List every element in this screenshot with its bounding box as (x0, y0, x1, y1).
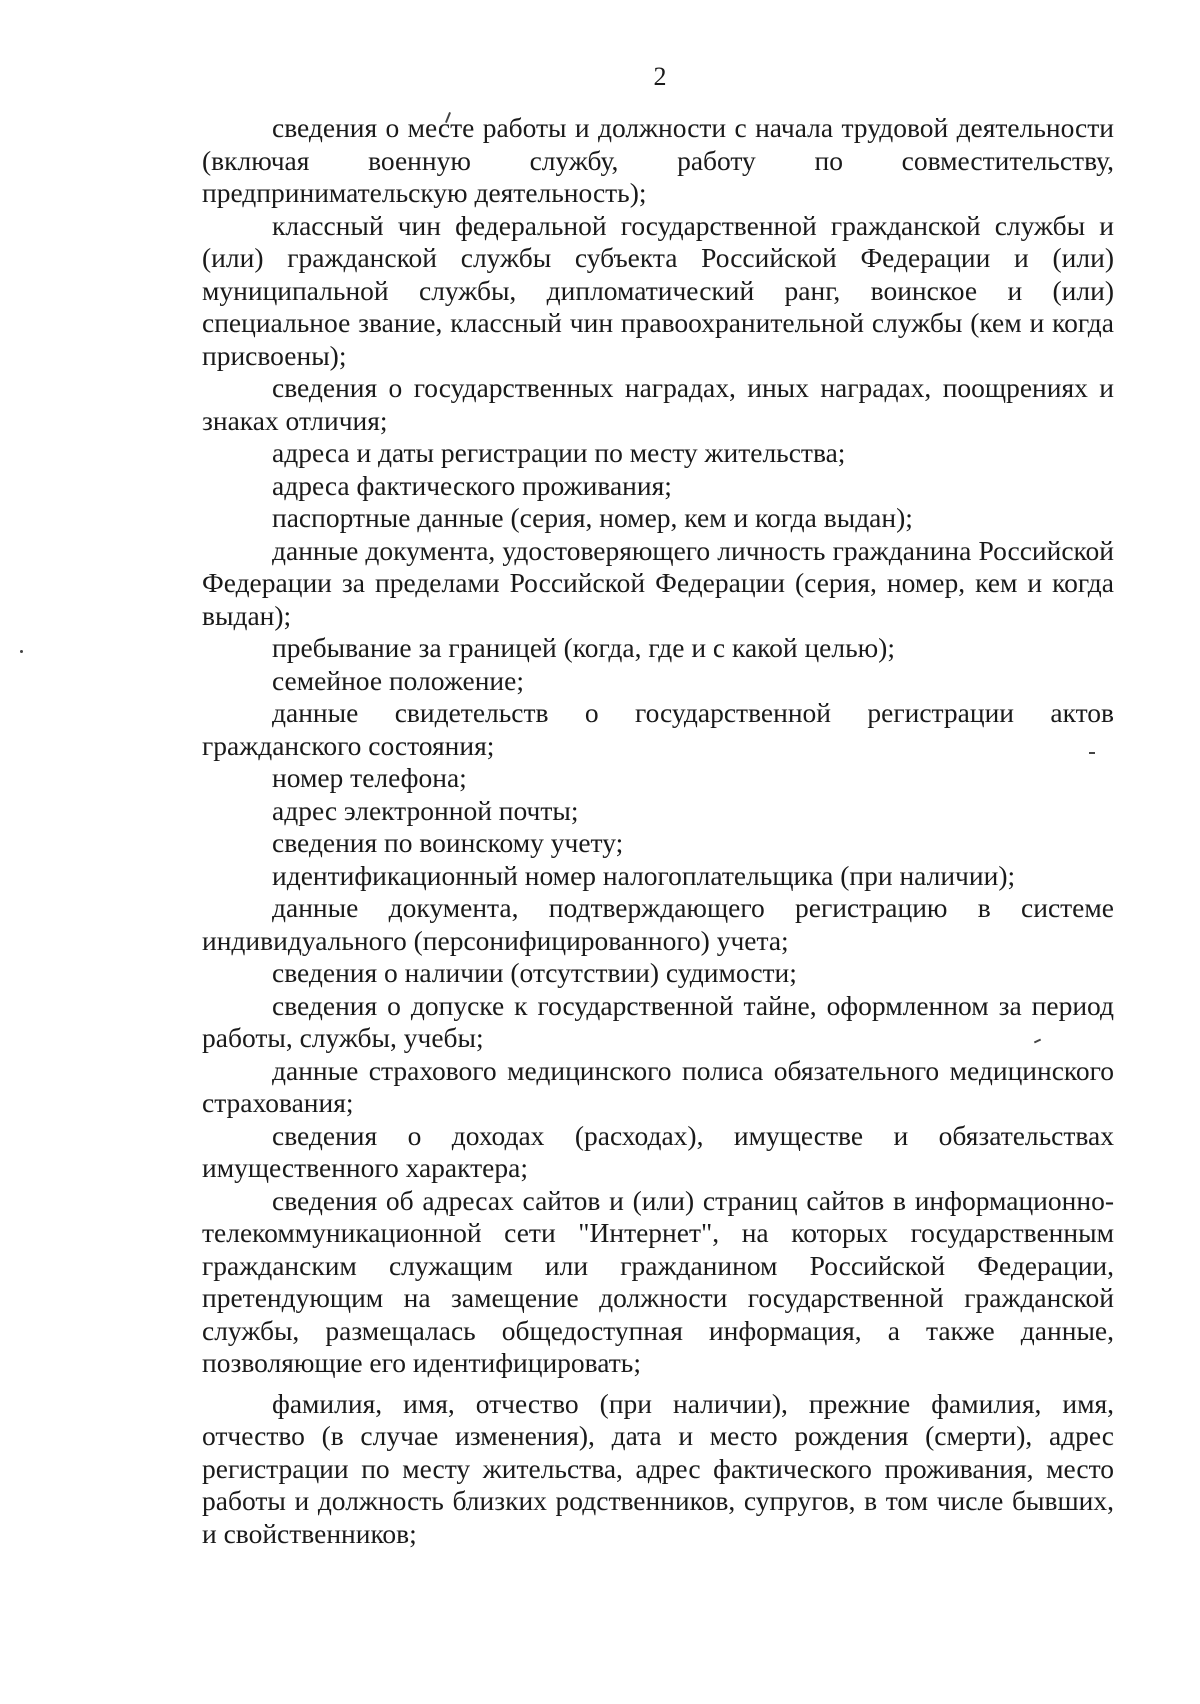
document-body (202, 112, 1114, 1550)
paragraph-class-rank: классный чин федеральной государственной гражданской службы и (или) гражданской службы субъекта Российской Федерации и (или) муниципальной службы, дипломатический ранг, воинское и (или) специальное звание, классный чин правоохранительной службы (кем и когда присвоены); (202, 209, 1114, 371)
paragraph-relatives: фамилия, имя, отчество (при наличии), прежние фамилия, имя, отчество (в случае изменения), дата и место рождения (смерти), адрес регистрации по месту жительства, адрес фактического проживания, место работы и должность близких родственников, супругов, в том числе бывших, и свойственников; (202, 1387, 1114, 1549)
paragraph-actual-address: адреса фактического проживания; (272, 469, 672, 501)
paragraph-awards: сведения о государственных наградах, иных наградах, поощрениях и знаках отличия; (202, 372, 1114, 436)
paragraph-military-record: сведения по воинскому учету; (272, 827, 624, 858)
paragraph-civil-acts: данные свидетельств о государственной регистрации актов гражданского состояния; (202, 697, 1114, 761)
scan-artifact-dot (20, 650, 23, 653)
paragraph-email: адрес электронной почты; (272, 794, 579, 826)
paragraph-income: сведения о доходах (расходах), имуществе и обязательствах имущественного характера; (202, 1119, 1114, 1183)
paragraph-foreign-passport: данные документа, удостоверяющего личность гражданина Российской Федерации за пределами Российской Федерации (серия, номер, кем и когда выдан); (202, 534, 1114, 631)
paragraph-insurance-registration: данные документа, подтверждающего регистрацию в системе индивидуального (персонифицированного) учета; (202, 892, 1114, 956)
paragraph-tax-id: идентификационный номер налогоплательщика (при наличии); (272, 859, 1016, 891)
paragraph-criminal-record: сведения о наличии (отсутствии) судимости; (272, 957, 797, 988)
page-number: 2 (653, 62, 667, 91)
paragraph-abroad-stay: пребывание за границей (когда, где и с какой целью); (272, 632, 895, 663)
paragraph-passport: паспортные данные (серия, номер, кем и когда выдан); (272, 502, 913, 533)
paragraph-registration-address: адреса и даты регистрации по месту жительства; (272, 437, 846, 468)
paragraph-work-history: сведения о месте работы и должности с начала трудовой деятельности (включая военную службу, работу по совместительству, предпринимательскую деятельность); (202, 112, 1114, 208)
paragraph-medical-policy: данные страхового медицинского полиса обязательного медицинского страхования; (202, 1054, 1114, 1118)
paragraph-websites: сведения об адресах сайтов и (или) страниц сайтов в информационно-телекоммуникационной сети "Интернет", на которых государственным гражданским служащим или гражданином Российской Федерации, претендующим на замещение должности государственной гражданской службы, размещалась общедоступная информация, а также данные, позволяющие его идентифицировать; (202, 1184, 1114, 1378)
paragraph-state-secret: сведения о допуске к государственной тайне, оформленном за период работы, службы, учебы; (202, 989, 1114, 1053)
paragraph-marital-status: семейное положение; (272, 664, 524, 696)
paragraph-phone: номер телефона; (272, 762, 467, 793)
